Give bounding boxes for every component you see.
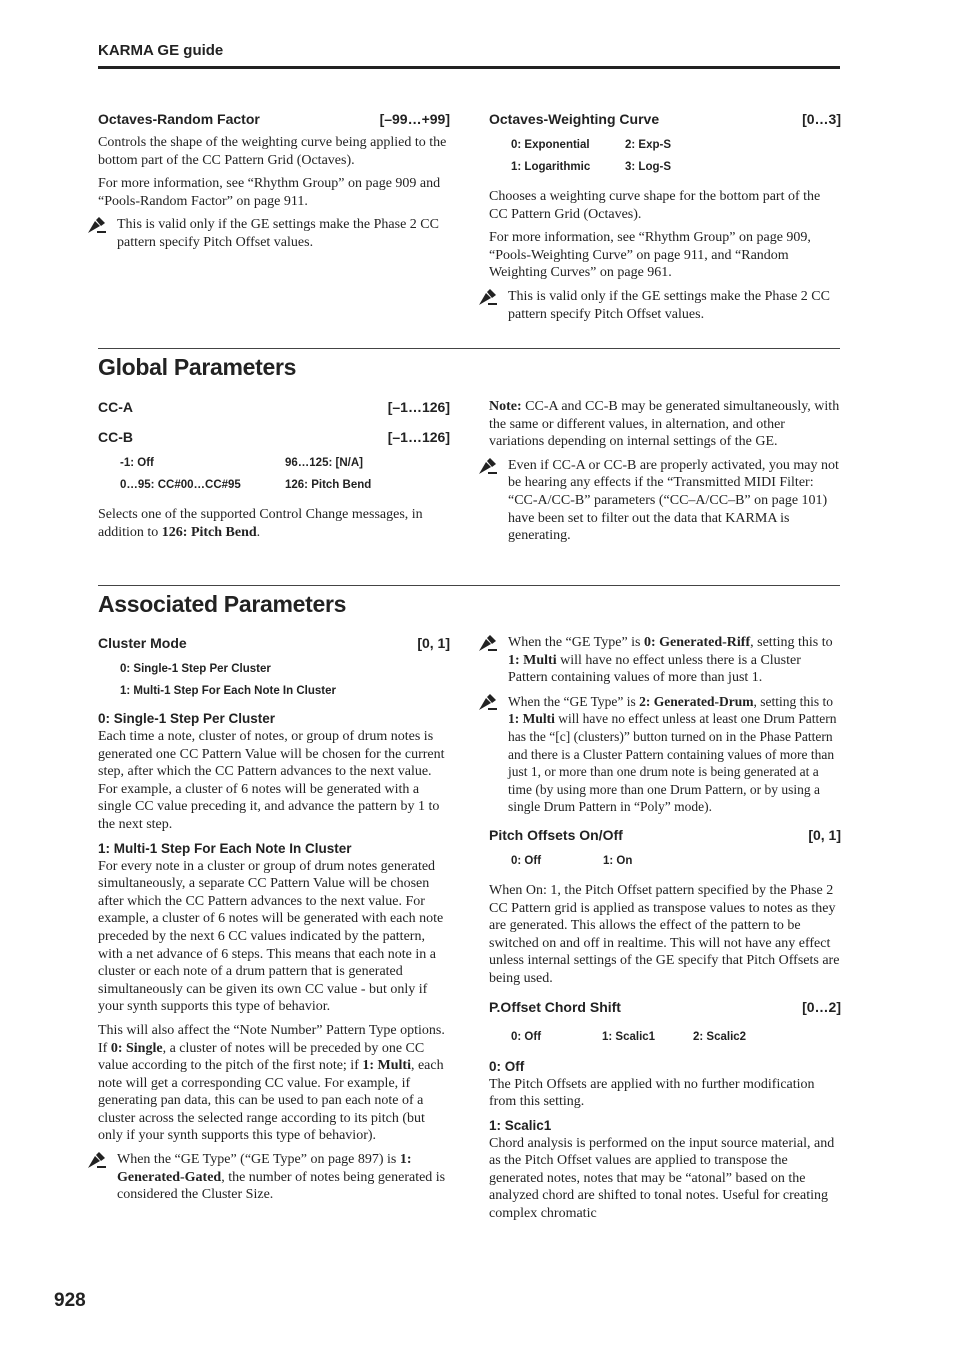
subheading: 1: Multi-1 Step For Each Note In Cluster <box>98 840 352 856</box>
text: . <box>256 524 261 540</box>
text: Selects one of the supported Control Change messages, in addition to <box>98 507 423 540</box>
paragraph <box>98 506 450 541</box>
option: 2: Exp-S <box>625 139 672 151</box>
page-number: 928 <box>54 1290 86 1311</box>
option-list <box>511 134 841 178</box>
bold-text: 1: Generated-Gated <box>117 1152 412 1185</box>
bold-text: 2: Generated-Drum <box>639 693 754 709</box>
pen-icon <box>478 635 498 652</box>
option-list <box>511 1026 841 1048</box>
subheading: 0: Single-1 Step Per Cluster <box>98 711 276 726</box>
note-label: Note: <box>489 399 522 414</box>
section-title-associated: Associated Parameters <box>98 591 347 617</box>
param-name: CC-B <box>98 429 133 445</box>
subheading: 1: Scalic1 <box>489 1117 552 1133</box>
text: When the “GE Type” is <box>508 693 640 709</box>
option-list <box>120 658 450 702</box>
param-range: [0, 1] <box>808 826 841 843</box>
option-list <box>120 452 450 496</box>
param-range: [0…3] <box>802 111 841 127</box>
param-range: [0…2] <box>802 998 841 1015</box>
option: 1: Logarithmic <box>511 161 591 173</box>
pen-icon <box>87 217 107 234</box>
option: 126: Pitch Bend <box>285 479 372 491</box>
option: 1: Scalic1 <box>602 1030 656 1043</box>
bold-text: 0: Generated-Riff <box>644 635 751 650</box>
param-heading <box>98 632 450 654</box>
param-heading <box>98 396 450 418</box>
text: , setting this to <box>750 635 833 650</box>
text: When the “GE Type” (“GE Type” on page 897) is <box>117 1152 400 1168</box>
param-range: [–1…126] <box>387 429 450 445</box>
section-rule <box>98 348 840 349</box>
param-range: [–1…126] <box>387 399 450 415</box>
param-heading <box>98 108 450 130</box>
associated-right-column <box>489 634 841 1229</box>
param-name: CC-A <box>98 399 133 415</box>
option: -1: Off <box>120 457 154 469</box>
param-name: Octaves-Random Factor <box>98 111 260 127</box>
param-range: [–99…+99] <box>379 111 450 127</box>
paragraph: Each time a note, cluster of notes, or group of drum notes is generated one CC Pattern Value will be chosen for the current step, after which the CC Pattern advances to the next value. For example, a cluster of 6 notes will be generated with a single CC value preceding it, and advance the pattern by 1 to the next step. <box>98 729 445 832</box>
option: 0: Off <box>511 1030 542 1043</box>
octaves-weighting-curve-section <box>489 108 841 329</box>
paragraph: When On: 1, the Pitch Offset pattern specified by the Phase 2 CC Pattern grid is applied as transpose values to notes as they are generated. This allows the effect of the pattern to be switched on and off in realtime. This will not have any effect unless internal settings of the GE specify that Pitch Offsets are being used. <box>489 882 840 986</box>
option: 2: Scalic2 <box>693 1030 747 1043</box>
bold-text: 1: Multi <box>508 711 555 727</box>
paragraph <box>98 1022 450 1145</box>
associated-left-column <box>98 632 450 1210</box>
pen-icon <box>478 694 498 711</box>
paragraph: For more information, see “Rhythm Group” on page 909 and “Pools-Random Factor” on page 911. <box>98 176 441 209</box>
option-list <box>511 850 841 872</box>
note <box>489 634 841 687</box>
global-left-column <box>98 396 450 547</box>
option: 1: Multi-1 Step For Each Note In Cluster <box>120 685 336 697</box>
text: , setting this to <box>753 693 833 709</box>
text: This will also affect the “Note Number” Pattern Type options. If <box>98 1022 445 1056</box>
text: CC-A and CC-B may be generated simultaneously, with the same or different values, in alternation, and other variations depending on internal settings of the GE. <box>489 399 840 450</box>
note <box>98 216 450 251</box>
paragraph: For every note in a cluster or group of drum notes generated simultaneously, a separate CC Pattern Value will be chosen after which the CC Pattern advances to the next value. For example, a cluster of 6 notes will be generated with each note preceded by the next 6 CC values indicated by the pattern, with a net advance of 6 steps. This means that each note in a cluster or each note of a drum pattern that is generated simultaneously can be given its own CC value - but only if your synth supports this type of behavior. <box>98 858 444 1015</box>
option: 0…95: CC#00…CC#95 <box>120 479 241 491</box>
param-heading <box>98 426 450 448</box>
param-heading <box>489 108 841 130</box>
param-heading <box>489 824 841 846</box>
note <box>98 1151 450 1204</box>
note <box>489 457 841 545</box>
param-name: Pitch Offsets On/Off <box>489 826 623 843</box>
global-right-column <box>489 398 841 551</box>
note-text: This is valid only if the GE settings make the Phase 2 CC pattern specify Pitch Offset values. <box>117 217 439 250</box>
note-text: Even if CC-A or CC-B are properly activated, you may not be hearing any effects if the “Transmitted MIDI Filter: “CC-A/CC-B” parameters (“CC–A/CC–B” on page 101) have been set to filter out the data that KARMA is generating. <box>508 457 839 544</box>
note <box>489 288 841 323</box>
paragraph: The Pitch Offsets are applied with no further modification from this setting. <box>489 1076 815 1110</box>
text: , a cluster of notes will be preceded by one CC value according to the pitch of the first note; if <box>98 1040 425 1074</box>
param-name: P.Offset Chord Shift <box>489 998 621 1015</box>
param-name: Cluster Mode <box>98 635 187 651</box>
paragraph <box>489 398 841 451</box>
paragraph: For more information, see “Rhythm Group” on page 909, “Pools-Weighting Curve” on page 911, and “Random Weighting Curves” on page 961. <box>489 230 811 281</box>
option: 0: Off <box>511 854 542 867</box>
section-title-global: Global Parameters <box>98 354 297 380</box>
text: , each note will get a corresponding CC value. For example, if generating pan data, this can be used to pan each note of a cluster across the selected range according to its pitch (but only if your synth supports this type of behavior). <box>98 1058 444 1144</box>
param-heading <box>489 996 841 1018</box>
param-range: [0, 1] <box>417 635 450 651</box>
pen-icon <box>478 289 498 306</box>
text: will have no effect unless at least one Drum Pattern has the “[c] (clusters)” button turned on in the Phase Pattern and there is a Cluster Pattern containing values of more than just 1, or more than one drum note is being generated at a time (by using more than one Drum Pattern, or by using a single Drum Pattern in “Poly” mode). <box>508 711 837 815</box>
running-header: KARMA GE guide <box>98 42 224 59</box>
param-name: Octaves-Weighting Curve <box>489 111 660 127</box>
note-text: This is valid only if the GE settings make the Phase 2 CC pattern specify Pitch Offset values. <box>508 288 830 322</box>
text: , the number of notes being generated is considered the Cluster Size. <box>117 1169 446 1203</box>
note <box>489 693 841 816</box>
subheading: 0: Off <box>489 1058 525 1074</box>
bold-text: 0: Single <box>110 1040 163 1056</box>
option: 0: Single-1 Step Per Cluster <box>120 663 271 675</box>
option: 0: Exponential <box>511 139 590 151</box>
paragraph: Controls the shape of the weighting curve being applied to the bottom part of the CC Pattern Grid (Octaves). <box>98 135 447 168</box>
bold-text: 1: Multi <box>362 1058 411 1074</box>
bold-text: 126: Pitch Bend <box>161 524 257 540</box>
pen-icon <box>87 1152 107 1169</box>
paragraph: Chooses a weighting curve shape for the bottom part of the CC Pattern Grid (Octaves). <box>489 189 821 222</box>
option: 96…125: [N/A] <box>285 457 363 469</box>
option: 1: On <box>603 854 633 867</box>
text: When the “GE Type” is <box>508 635 644 650</box>
octaves-random-factor-section <box>98 108 450 258</box>
header-rule <box>98 66 840 69</box>
pen-icon <box>478 458 498 475</box>
option: 3: Log-S <box>625 161 671 173</box>
text: will have no effect unless there is a Cluster Pattern containing values of more than just 1. <box>508 652 801 686</box>
bold-text: 1: Multi <box>508 652 557 668</box>
section-rule <box>98 585 840 586</box>
paragraph: Chord analysis is performed on the input source material, and as the Pitch Offset values are applied to transpose the generated notes, notes that may be “atonal” based on the analyzed chord are shifted to tonal notes. Useful for creating complex chromatic <box>489 1135 835 1222</box>
